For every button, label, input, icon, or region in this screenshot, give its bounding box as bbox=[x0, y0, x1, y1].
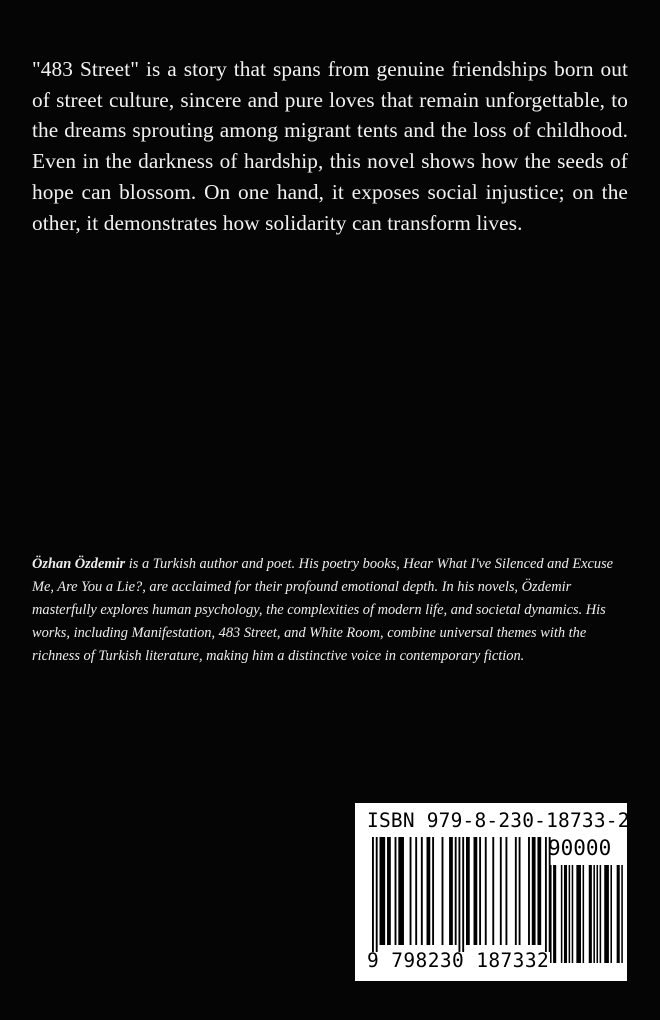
barcode-bar bbox=[621, 865, 623, 963]
barcode-bar bbox=[576, 865, 581, 963]
barcode-bar bbox=[372, 837, 374, 952]
barcode-bar bbox=[462, 837, 464, 952]
barcode-bar bbox=[564, 865, 567, 963]
isbn-barcode-box bbox=[355, 803, 630, 981]
barcode-bar bbox=[479, 837, 481, 945]
ean-13-bars bbox=[372, 837, 551, 952]
barcode-bar bbox=[376, 837, 378, 952]
barcode-bar bbox=[583, 865, 585, 963]
barcode-bar bbox=[545, 837, 547, 952]
barcode-bar bbox=[528, 837, 530, 945]
barcode-bar bbox=[617, 865, 620, 963]
barcode-bar bbox=[610, 865, 612, 963]
barcode-bar bbox=[500, 837, 502, 945]
blurb-paragraph: "483 Street" is a story that spans from genuine friendships born out of street culture, sincere and pure loves that remain unforgettable, to the dreams sprouting among migrant tents and the loss of childhood. Even in the darkness of hardship, this novel shows how the seeds of hope can blossom. On one hand, it exposes social injustice; on the other, it demonstrates how solidarity can transform lives. bbox=[32, 57, 628, 235]
author-name: Özhan Özdemir bbox=[32, 556, 126, 572]
barcode-bar bbox=[593, 865, 595, 963]
barcode-bar bbox=[515, 837, 517, 945]
barcode-bar bbox=[432, 837, 434, 945]
barcode-bar bbox=[505, 837, 507, 945]
barcode-bar bbox=[532, 837, 536, 945]
barcode-bar bbox=[466, 837, 470, 945]
barcode-bar bbox=[597, 865, 599, 963]
barcode-bar bbox=[553, 865, 556, 963]
barcode-bar bbox=[561, 865, 563, 963]
barcode-bar bbox=[537, 837, 541, 945]
barcode-bar bbox=[519, 837, 521, 945]
barcode-bar bbox=[458, 837, 460, 952]
barcode-bar bbox=[395, 837, 397, 945]
barcode-bar bbox=[600, 865, 602, 963]
price-code: 90000 bbox=[548, 836, 612, 860]
barcode-bar bbox=[485, 837, 487, 945]
barcode-bar bbox=[410, 837, 412, 945]
barcode-bar bbox=[449, 837, 453, 945]
isbn-label: ISBN 979-8-230-18733-2 bbox=[367, 809, 630, 832]
author-bio-text: is a Turkish author and poet. His poetry books, Hear What I've Silenced and Excuse Me, Are You a Lie?, are acclaimed for their profound emotional depth. In his novels, Özdemir masterfully explores human psychology, the complexities of modern life, and societal dynamics. His works, including Manifestation, 483 Street, and White Room, combine universal themes with the richness of Turkish literature, making him a distinctive voice in contemporary fiction. bbox=[32, 556, 614, 664]
barcode-bar bbox=[380, 837, 386, 945]
barcode-bar bbox=[474, 837, 478, 945]
barcode-bar bbox=[442, 837, 444, 945]
price-addon-bars bbox=[550, 865, 623, 963]
barcode-bar bbox=[589, 865, 592, 963]
barcode-bar bbox=[569, 865, 571, 963]
ean-digits: 9 798230 187332 bbox=[367, 949, 550, 972]
author-bio bbox=[32, 553, 628, 668]
barcode-bar bbox=[604, 865, 609, 963]
barcode-bar bbox=[550, 865, 552, 963]
barcode-bar bbox=[387, 837, 391, 945]
barcode-bar bbox=[415, 837, 417, 945]
barcode-bar bbox=[421, 837, 423, 945]
barcode-bar bbox=[398, 837, 404, 945]
barcode-bar bbox=[492, 837, 494, 945]
barcode-bar bbox=[572, 865, 574, 963]
barcode-bar bbox=[455, 837, 457, 945]
barcode-bar bbox=[427, 837, 431, 945]
